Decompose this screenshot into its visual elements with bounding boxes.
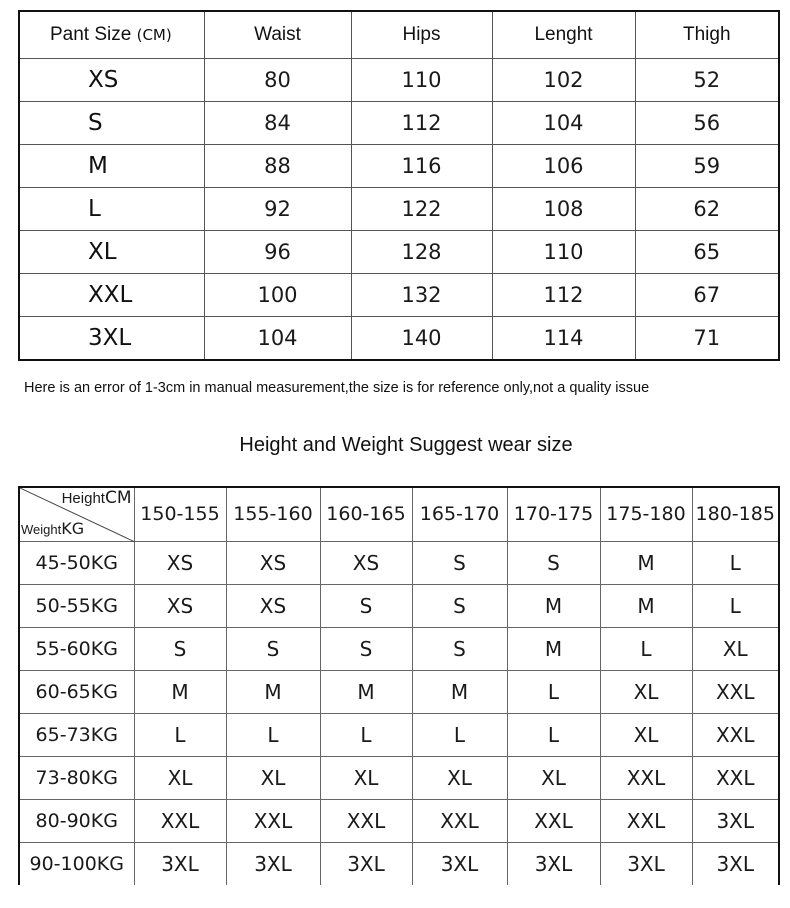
- suggested-size-cell: S: [412, 541, 507, 584]
- suggested-size-cell: M: [600, 541, 692, 584]
- thigh-cell: 67: [635, 274, 779, 317]
- hips-cell: 116: [351, 144, 492, 187]
- suggested-size-cell: 3XL: [134, 842, 226, 885]
- header-waist: Waist: [204, 11, 351, 58]
- weight-range-cell: 60-65KG: [19, 670, 134, 713]
- table-row: [19, 670, 779, 713]
- suggested-size-cell: XXL: [692, 670, 779, 713]
- hips-cell: 110: [351, 58, 492, 101]
- suggested-size-cell: XL: [600, 713, 692, 756]
- suggested-size-cell: M: [320, 670, 412, 713]
- suggested-size-cell: M: [226, 670, 320, 713]
- suggested-size-cell: S: [320, 584, 412, 627]
- suggest-title: Height and Weight Suggest wear size: [239, 434, 573, 456]
- suggested-size-cell: XS: [226, 584, 320, 627]
- weight-range-cell: 65-73KG: [19, 713, 134, 756]
- suggested-size-cell: XXL: [692, 756, 779, 799]
- suggested-size-cell: L: [226, 713, 320, 756]
- corner-height-unit: CM: [104, 488, 132, 508]
- weight-range-cell: 55-60KG: [19, 627, 134, 670]
- table-row: [19, 799, 779, 842]
- table-row: [19, 756, 779, 799]
- hips-cell: 112: [351, 101, 492, 144]
- suggested-size-cell: XL: [134, 756, 226, 799]
- length-cell: 110: [492, 231, 635, 274]
- suggested-size-cell: XS: [134, 584, 226, 627]
- hips-cell: 132: [351, 274, 492, 317]
- header-length: Lenght: [492, 11, 635, 58]
- suggested-size-cell: 3XL: [600, 842, 692, 885]
- height-header-row: [19, 487, 779, 541]
- suggested-size-cell: S: [412, 627, 507, 670]
- size-cell: L: [19, 187, 204, 230]
- waist-cell: 92: [204, 187, 351, 230]
- suggested-size-cell: XS: [134, 541, 226, 584]
- waist-cell: 96: [204, 231, 351, 274]
- size-cell: M: [19, 144, 204, 187]
- height-range-header: 170-175: [507, 487, 600, 541]
- height-range-header: 180-185: [692, 487, 779, 541]
- length-cell: 102: [492, 58, 635, 101]
- suggested-size-cell: S: [412, 584, 507, 627]
- corner-height-label: [62, 488, 132, 508]
- size-cell: 3XL: [19, 317, 204, 360]
- weight-range-cell: 73-80KG: [19, 756, 134, 799]
- suggested-size-cell: XS: [320, 541, 412, 584]
- suggested-size-cell: S: [320, 627, 412, 670]
- thigh-cell: 56: [635, 101, 779, 144]
- thigh-cell: 52: [635, 58, 779, 101]
- height-range-header: 160-165: [320, 487, 412, 541]
- suggested-size-cell: XXL: [600, 799, 692, 842]
- suggested-size-cell: L: [320, 713, 412, 756]
- hips-cell: 128: [351, 231, 492, 274]
- suggested-size-cell: L: [600, 627, 692, 670]
- table-row: [19, 317, 779, 360]
- suggested-size-cell: XL: [507, 756, 600, 799]
- hips-cell: 122: [351, 187, 492, 230]
- length-cell: 106: [492, 144, 635, 187]
- header-hips: Hips: [351, 11, 492, 58]
- suggested-size-cell: L: [507, 713, 600, 756]
- height-range-header: 155-160: [226, 487, 320, 541]
- size-chart-header-row: [19, 11, 779, 58]
- suggested-size-cell: XXL: [134, 799, 226, 842]
- thigh-cell: 65: [635, 231, 779, 274]
- corner-height-text: Height: [61, 490, 105, 507]
- header-pant-size-label: Pant Size: [50, 23, 132, 45]
- suggested-size-cell: XL: [412, 756, 507, 799]
- height-range-header: 150-155: [134, 487, 226, 541]
- measurement-note: Here is an error of 1-3cm in manual measurement,the size is for reference only,not a quality issue: [24, 380, 650, 396]
- corner-weight-unit: KG: [61, 518, 85, 538]
- suggested-size-cell: L: [412, 713, 507, 756]
- size-cell: XL: [19, 231, 204, 274]
- suggested-size-cell: XL: [600, 670, 692, 713]
- suggested-size-cell: S: [507, 541, 600, 584]
- corner-weight-label: [21, 519, 84, 538]
- suggested-size-cell: XXL: [320, 799, 412, 842]
- corner-weight-text: Weight: [21, 521, 62, 537]
- height-range-header: 165-170: [412, 487, 507, 541]
- suggested-size-cell: 3XL: [692, 842, 779, 885]
- table-row: [19, 58, 779, 101]
- suggested-size-cell: M: [507, 584, 600, 627]
- suggested-size-cell: 3XL: [692, 799, 779, 842]
- weight-range-cell: 50-55KG: [19, 584, 134, 627]
- thigh-cell: 62: [635, 187, 779, 230]
- suggested-size-cell: 3XL: [507, 842, 600, 885]
- length-cell: 112: [492, 274, 635, 317]
- size-cell: S: [19, 101, 204, 144]
- suggested-size-cell: S: [226, 627, 320, 670]
- table-row: [19, 144, 779, 187]
- table-row: [19, 713, 779, 756]
- table-row: [19, 842, 779, 885]
- table-row: [19, 584, 779, 627]
- waist-cell: 80: [204, 58, 351, 101]
- suggested-size-cell: L: [507, 670, 600, 713]
- size-cell: XS: [19, 58, 204, 101]
- weight-range-cell: 90-100KG: [19, 842, 134, 885]
- suggested-size-cell: 3XL: [226, 842, 320, 885]
- suggested-size-cell: 3XL: [412, 842, 507, 885]
- table-row: [19, 274, 779, 317]
- suggested-size-cell: XXL: [600, 756, 692, 799]
- size-cell: XXL: [19, 274, 204, 317]
- table-row: [19, 101, 779, 144]
- length-cell: 114: [492, 317, 635, 360]
- suggested-size-cell: XXL: [507, 799, 600, 842]
- thigh-cell: 59: [635, 144, 779, 187]
- suggested-size-cell: M: [507, 627, 600, 670]
- size-chart-table: [18, 10, 780, 361]
- table-row: [19, 231, 779, 274]
- waist-cell: 84: [204, 101, 351, 144]
- suggested-size-cell: 3XL: [320, 842, 412, 885]
- suggested-size-cell: XL: [692, 627, 779, 670]
- waist-cell: 100: [204, 274, 351, 317]
- table-row: [19, 541, 779, 584]
- table-row: [19, 187, 779, 230]
- suggested-size-cell: M: [600, 584, 692, 627]
- length-cell: 104: [492, 101, 635, 144]
- suggested-size-cell: M: [134, 670, 226, 713]
- header-thigh: Thigh: [635, 11, 779, 58]
- suggested-size-cell: XL: [320, 756, 412, 799]
- corner-cell: [19, 487, 134, 541]
- thigh-cell: 71: [635, 317, 779, 360]
- waist-cell: 104: [204, 317, 351, 360]
- suggested-size-cell: XXL: [226, 799, 320, 842]
- suggested-size-cell: M: [412, 670, 507, 713]
- length-cell: 108: [492, 187, 635, 230]
- suggested-size-cell: XXL: [412, 799, 507, 842]
- weight-range-cell: 45-50KG: [19, 541, 134, 584]
- suggested-size-cell: L: [134, 713, 226, 756]
- suggested-size-cell: S: [134, 627, 226, 670]
- suggested-size-cell: XS: [226, 541, 320, 584]
- height-range-header: 175-180: [600, 487, 692, 541]
- suggested-size-cell: L: [692, 541, 779, 584]
- header-pant-size-unit: (CM): [136, 25, 172, 44]
- waist-cell: 88: [204, 144, 351, 187]
- header-pant-size: [19, 11, 204, 58]
- height-weight-table: [18, 486, 780, 885]
- suggested-size-cell: L: [692, 584, 779, 627]
- suggested-size-cell: XL: [226, 756, 320, 799]
- table-row: [19, 627, 779, 670]
- weight-range-cell: 80-90KG: [19, 799, 134, 842]
- suggested-size-cell: XXL: [692, 713, 779, 756]
- hips-cell: 140: [351, 317, 492, 360]
